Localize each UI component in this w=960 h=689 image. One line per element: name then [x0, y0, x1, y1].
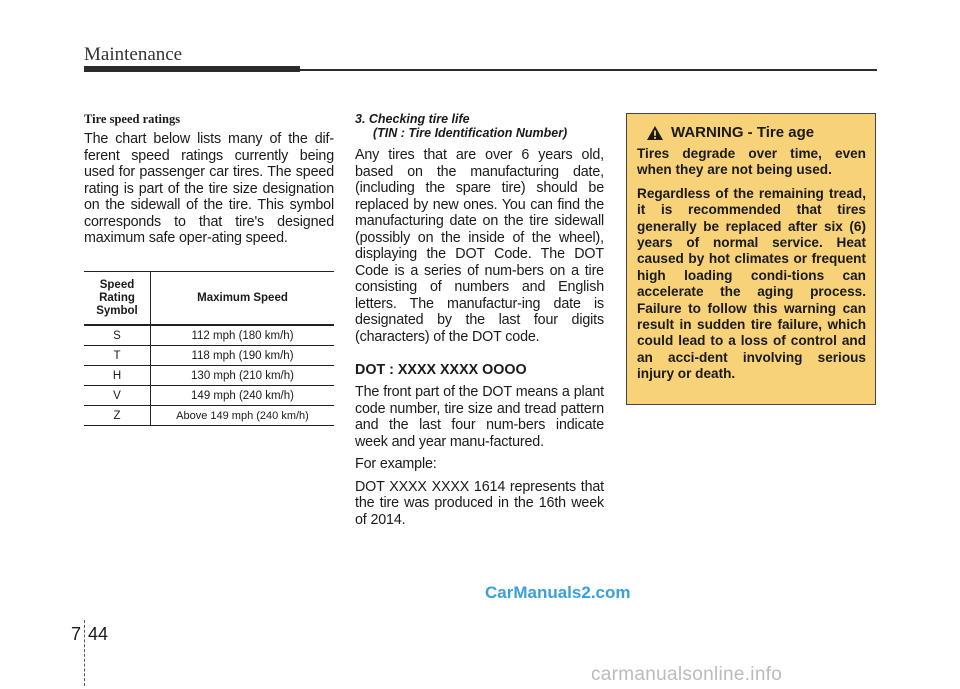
chapter-number: 7 [71, 624, 82, 644]
example-paragraph: DOT XXXX XXXX 1614 represents that the tire was produced in the 16th week of 2014. [355, 478, 604, 528]
header-rule-thin [300, 69, 877, 71]
max-speed-cell: Above 149 mph (240 km/h) [151, 406, 335, 426]
rating-symbol-cell: V [84, 386, 151, 406]
rating-symbol-cell: H [84, 366, 151, 386]
watermark-link[interactable]: CarManuals2.com [485, 583, 631, 602]
warning-title: WARNING - Tire age [671, 124, 815, 141]
speed-rating-table [84, 271, 334, 426]
table-row [84, 325, 334, 346]
tin-subtitle: (TIN : Tire Identification Number) [373, 126, 568, 140]
table-row [84, 366, 334, 386]
warning-header [646, 124, 866, 141]
site-footer-link[interactable]: carmanualsonline.info [591, 664, 783, 685]
max-speed-cell: 112 mph (180 km/h) [151, 325, 335, 346]
table-row [84, 406, 334, 426]
dot-explanation-paragraph: The front part of the DOT means a plant code number, tire size and tread pattern and the last four num-bers indicate week and year manu-factured. [355, 384, 604, 450]
page-header-title: Maintenance [84, 44, 183, 65]
tire-speed-ratings-heading: Tire speed ratings [84, 112, 181, 126]
table-header-row [84, 272, 334, 326]
warning-triangle-icon [646, 125, 664, 141]
tire-speed-ratings-paragraph: The chart below lists many of the dif-ferent speed ratings currently being used for passenger car tires. The speed rating is part of the tire size designation on the sidewall of the tire. This symbol corresponds to that tire's designed maximum safe oper-ating speed. [84, 131, 334, 246]
table-row [84, 346, 334, 366]
max-speed-cell: 149 mph (240 km/h) [151, 386, 335, 406]
footer-divider [84, 620, 86, 686]
warning-paragraph-1: Tires degrade over time, even when they are not being used. [637, 146, 866, 178]
column-left [84, 112, 334, 247]
page-number: 44 [88, 624, 109, 644]
header-maximum-speed: Maximum Speed [151, 272, 335, 326]
column-middle [355, 112, 604, 534]
header-speed-rating-symbol: Speed Rating Symbol [84, 272, 151, 326]
rating-symbol-cell: T [84, 346, 151, 366]
tire-age-paragraph: Any tires that are over 6 years old, based on the manufacturing date, (including the spare tire) should be replaced by new ones. You can find the manufacturing date on the tire sidewall (possibly on the inside of the wheel), displaying the DOT Code. The DOT Code is a series of num-bers on a tire consisting of numbers and English letters. The manufactur-ing date is designated by the last four digits (characters) of the DOT code. [355, 147, 604, 345]
warning-paragraph-2: Regardless of the remaining tread, it is recommended that tires generally be replaced after six (6) years of normal service. Heat caused by hot climates or frequent high loading condi-tions can accelerate the aging process. Failure to follow this warning can result in sudden tire failure, which could lead to a loss of control and an acci-dent involving serious injury or death. [637, 185, 866, 382]
max-speed-cell: 130 mph (210 km/h) [151, 366, 335, 386]
dot-code-heading: DOT : XXXX XXXX OOOO [355, 362, 527, 378]
rating-symbol-cell: S [84, 325, 151, 346]
max-speed-cell: 118 mph (190 km/h) [151, 346, 335, 366]
example-label: For example: [355, 456, 437, 472]
header-rule-thick [84, 66, 300, 72]
tire-age-warning-box [626, 113, 876, 405]
table-row [84, 386, 334, 406]
rating-symbol-cell: Z [84, 406, 151, 426]
checking-tire-life-title: 3. Checking tire life [355, 112, 470, 126]
